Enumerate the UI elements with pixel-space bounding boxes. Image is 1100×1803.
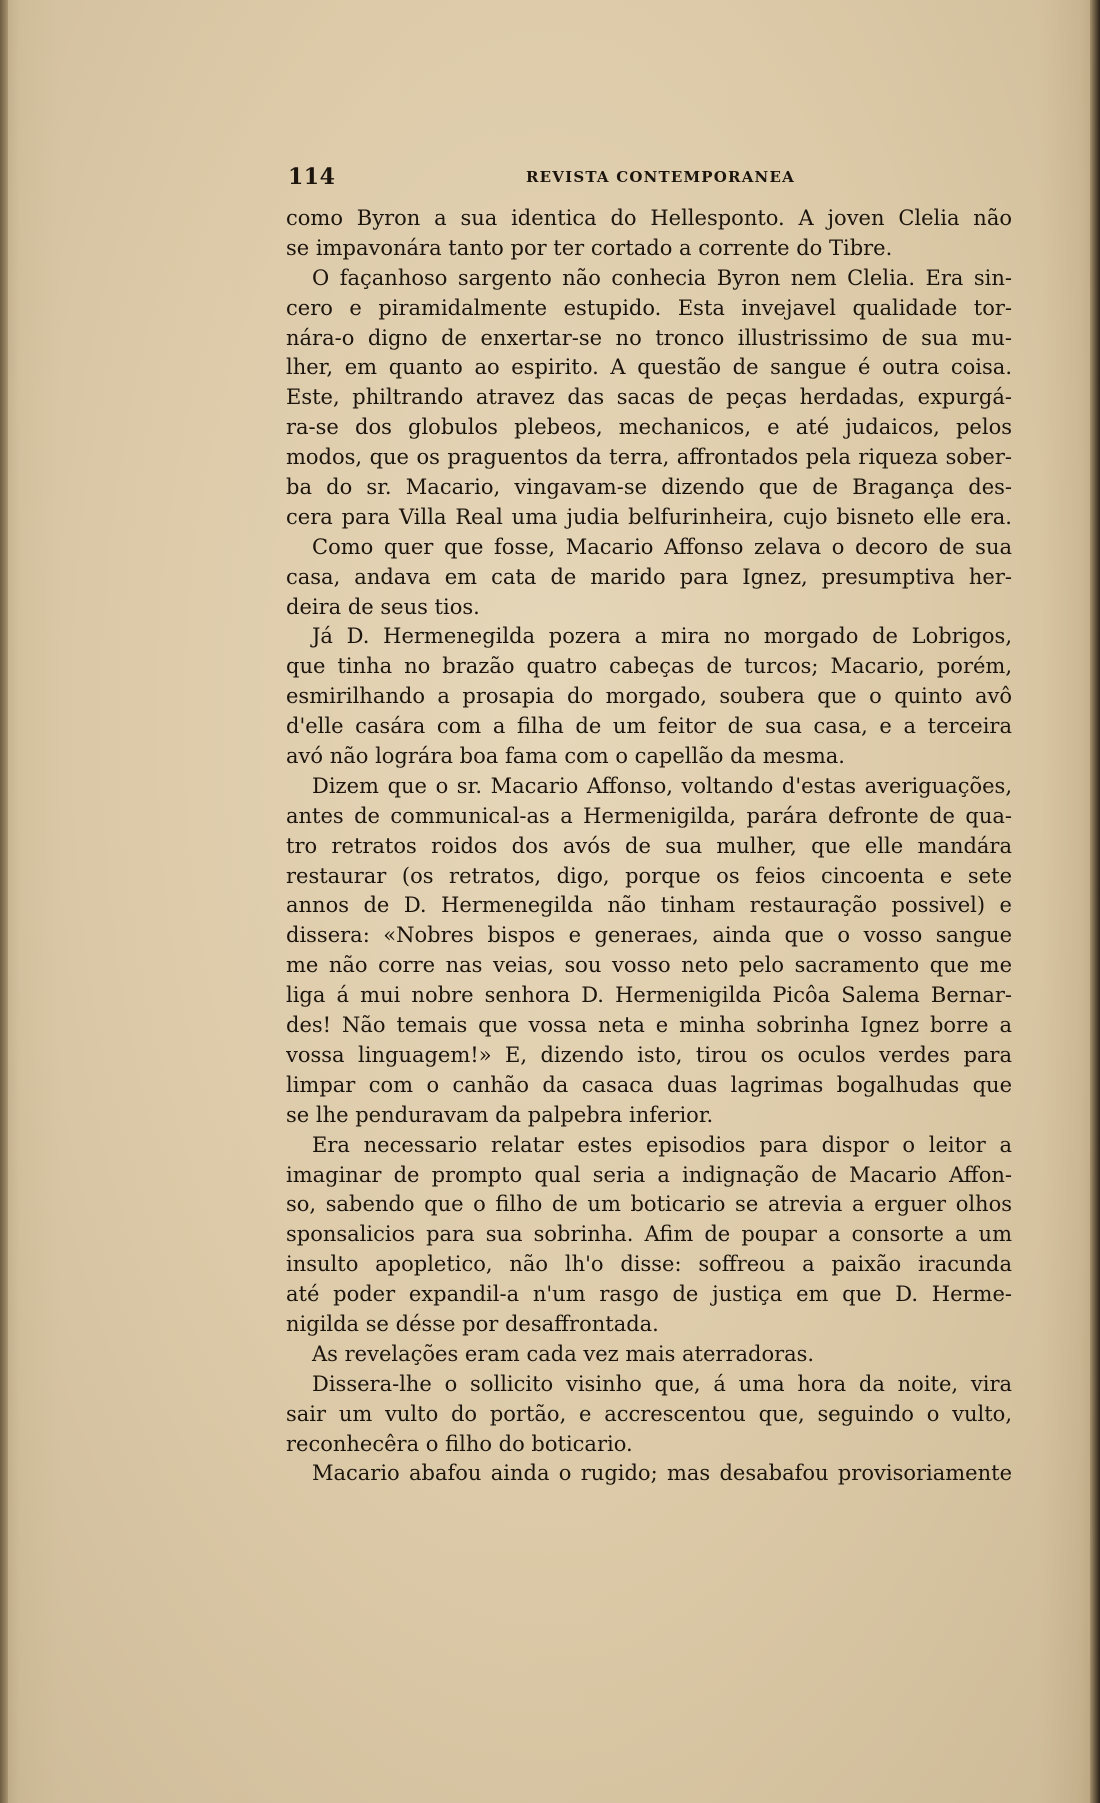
page-edge-left <box>0 0 8 1803</box>
text-line: imaginar de prompto qual seria a indignação de Macario Affon- <box>286 1162 1012 1187</box>
text-line: nigilda se désse por desaffrontada. <box>286 1311 659 1336</box>
text-line: Dissera-lhe o sollicito visinho que, á uma hora da noite, vira <box>312 1371 1012 1396</box>
text-line: cero e piramidalmente estupido. Esta invejavel qualidade tor- <box>286 295 1012 320</box>
text-line: antes de communical-as a Hermenigilda, parára defronte de qua- <box>286 803 1012 828</box>
text-line: reconhecêra o filho do boticario. <box>286 1431 633 1456</box>
text-line: annos de D. Hermenegilda não tinham restauração possivel) e <box>286 893 1012 918</box>
text-line: dissera: «Nobres bispos e generaes, ainda que o vosso sangue <box>286 923 1012 948</box>
text-line: se impavonára tanto por ter cortado a corrente do Tibre. <box>286 235 893 260</box>
text-line: lher, em quanto ao espirito. A questão de sangue é outra coisa. <box>286 355 1012 380</box>
text-line: Este, philtrando atravez das sacas de peças herdadas, expurgá- <box>286 385 1012 410</box>
text-line: que tinha no brazão quatro cabeças de turcos; Macario, porém, <box>286 654 1012 679</box>
text-line: Macario abafou ainda o rugido; mas desabafou provisoriamente <box>312 1461 1012 1486</box>
text-line: limpar com o canhão da casaca duas lagrimas bogalhudas que <box>286 1072 1012 1097</box>
text-line: O façanhoso sargento não conhecia Byron nem Clelia. Era sin- <box>312 265 1012 290</box>
page-header <box>288 164 1012 190</box>
text-line: Dizem que o sr. Macario Affonso, voltando d'estas averiguações, <box>312 773 1012 798</box>
text-line: Como quer que fosse, Macario Affonso zelava o decoro de sua <box>312 534 1012 559</box>
text-line: se lhe penduravam da palpebra inferior. <box>286 1102 714 1127</box>
text-line: até poder expandil-a n'um rasgo de justiça em que D. Herme- <box>286 1282 1012 1307</box>
text-line: me não corre nas veias, sou vosso neto pelo sacramento que me <box>286 953 1012 978</box>
running-title: REVISTA CONTEMPORANEA <box>526 168 795 186</box>
text-line: restaurar (os retratos, digo, porque os feios cincoenta e sete <box>286 863 1012 888</box>
text-line: Era necessario relatar estes episodios para dispor o leitor a <box>312 1132 1012 1157</box>
text-line: avó não lográra boa fama com o capellão da mesma. <box>286 744 845 769</box>
text-line: d'elle casára com a filha de um feitor de sua casa, e a terceira <box>286 714 1012 739</box>
text-line: des! Não temais que vossa neta e minha sobrinha Ignez borre a <box>286 1013 1012 1038</box>
body-text <box>286 204 1012 1489</box>
text-line: casa, andava em cata de marido para Ignez, presumptiva her- <box>286 564 1012 589</box>
text-line: ra-se dos globulos plebeos, mechanicos, e até judaicos, pelos <box>286 415 1012 440</box>
text-line: ba do sr. Macario, vingavam-se dizendo que de Bragança des- <box>286 475 1012 500</box>
text-line: esmirilhando a prosapia do morgado, soubera que o quinto avô <box>286 684 1012 709</box>
text-line: nára-o digno de enxertar-se no tronco illustrissimo de sua mu- <box>286 325 1012 350</box>
text-line: Já D. Hermenegilda pozera a mira no morgado de Lobrigos, <box>312 624 1012 649</box>
text-line: As revelações eram cada vez mais aterradoras. <box>312 1341 815 1366</box>
text-line: tro retratos roidos dos avós de sua mulher, que elle mandára <box>286 833 1012 858</box>
text-line: modos, que os praguentos da terra, affrontados pela riqueza sober- <box>286 445 1012 470</box>
page-number: 114 <box>288 164 336 190</box>
page-edge-right <box>1090 0 1100 1803</box>
text-line: como Byron a sua identica do Hellesponto. A joven Clelia não <box>286 206 1012 230</box>
text-line: so, sabendo que o filho de um boticario se atrevia a erguer olhos <box>286 1192 1012 1217</box>
text-line: deira de seus tios. <box>286 594 480 619</box>
text-line: vossa linguagem!» E, dizendo isto, tirou os oculos verdes para <box>286 1042 1012 1067</box>
text-line: insulto apopletico, não lh'o disse: soffreou a paixão iracunda <box>286 1252 1012 1277</box>
text-line: sponsalicios para sua sobrinha. Afim de poupar a consorte a um <box>286 1222 1012 1247</box>
text-line: sair um vulto do portão, e accrescentou que, seguindo o vulto, <box>286 1401 1012 1426</box>
text-line: liga á mui nobre senhora D. Hermenigilda Picôa Salema Bernar- <box>286 983 1012 1008</box>
text-line: cera para Villa Real uma judia belfurinheira, cujo bisneto elle era. <box>286 504 1012 529</box>
